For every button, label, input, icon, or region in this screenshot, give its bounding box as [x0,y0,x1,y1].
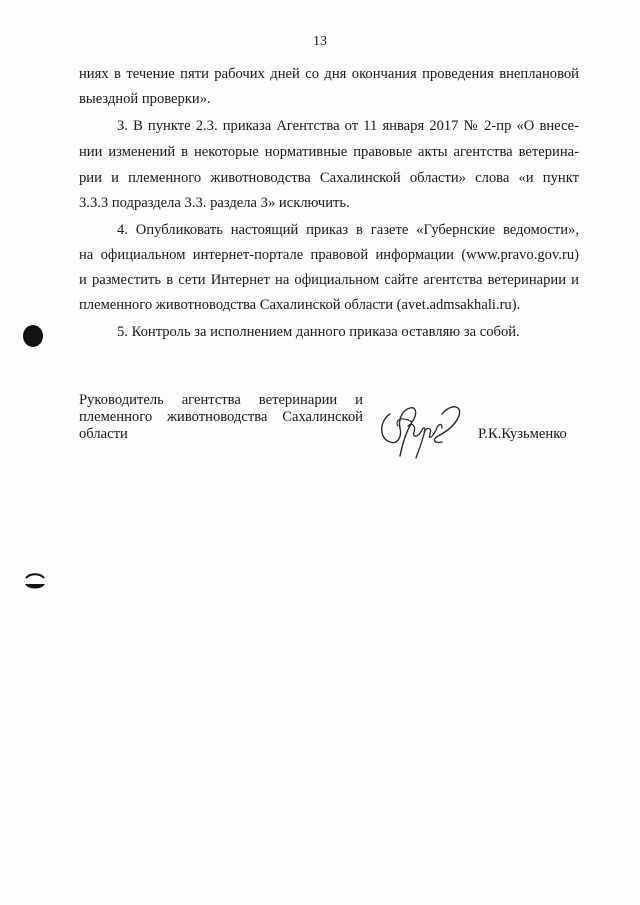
paragraph-line: нии изменений в некоторые нормативные правовые акты агентства ветерина- [79,144,579,160]
paragraph-line: 4. Опубликовать настоящий приказ в газете «Губернские ведомости», [117,222,579,238]
page-number: 13 [313,34,327,49]
handwritten-signature [372,392,472,462]
punch-hole-mark [24,572,46,592]
paragraph-line: 3.3.3 подраздела 3.3. раздела 3» исключить. [79,195,350,211]
signatory-position-line: области [79,426,128,442]
paragraph-line: и разместить в сети Интернет на официальном сайте агентства ветеринарии и [79,272,579,288]
paragraph-line: выездной проверки». [79,91,211,107]
paragraph-line: 5. Контроль за исполнением данного приказа оставляю за собой. [117,324,520,340]
paragraph-line: ниях в течение пяти рабочих дней со дня окончания проведения внеплановой [79,66,579,82]
paragraph-line: племенного животноводства Сахалинской области (avet.admsakhali.ru). [79,297,521,313]
paragraph-line: на официальном интернет-портале правовой информации (www.pravo.gov.ru) [79,247,579,263]
paragraph-line: рии и племенного животноводства Сахалинской области» слова «и пункт [79,170,579,186]
paragraph-line: 3. В пункте 2.3. приказа Агентства от 11 января 2017 № 2-пр «О внесе- [117,118,579,134]
signatory-position-line: племенного животноводства Сахалинской [79,409,363,425]
punch-hole-mark [22,324,44,348]
signatory-name: Р.К.Кузьменко [478,426,567,442]
signatory-position-line: Руководитель агентства ветеринарии и [79,392,363,408]
